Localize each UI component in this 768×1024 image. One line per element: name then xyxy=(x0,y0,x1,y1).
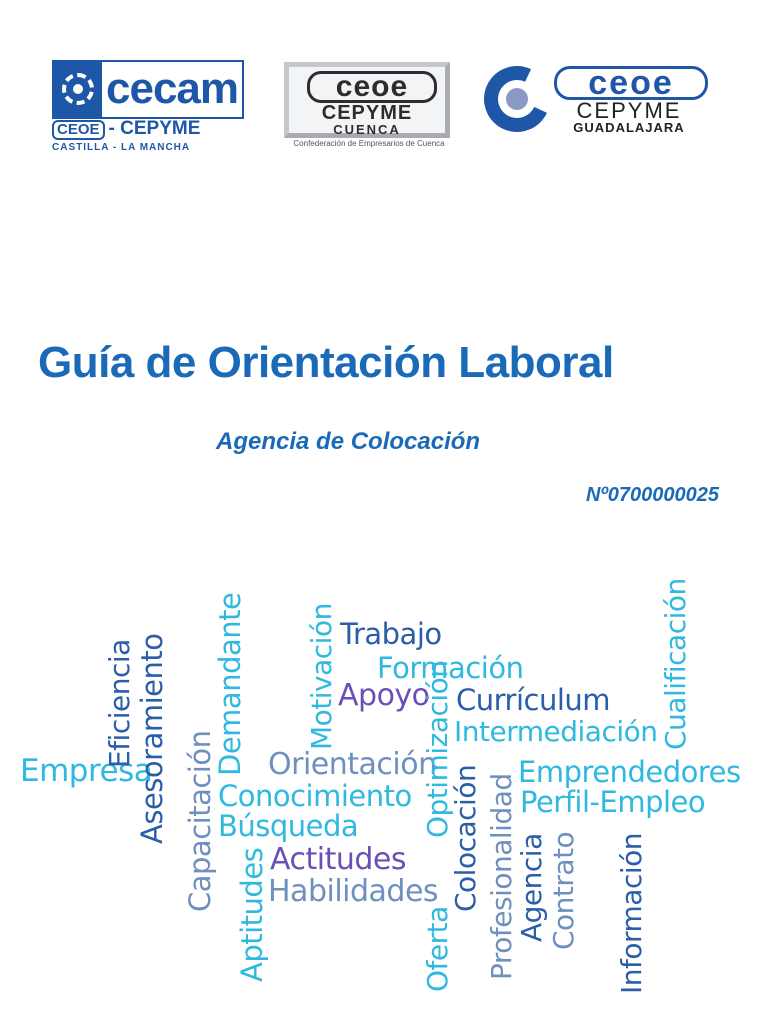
cecam-logo-name: cecam xyxy=(106,64,239,113)
guadalajara-logo-ceoe: ceoe xyxy=(554,66,708,100)
cuenca-logo-tagline: Confederación de Empresarios de Cuenca xyxy=(293,139,445,148)
cecam-emblem-icon xyxy=(54,62,102,117)
document-title: Guía de Orientación Laboral xyxy=(38,338,614,387)
word-oferta: Oferta xyxy=(421,906,454,992)
cuenca-logo-frame xyxy=(284,62,450,138)
word-empresa: Empresa xyxy=(20,753,153,789)
registration-number: Nº0700000025 xyxy=(586,484,719,506)
word-eficiencia: Eficiencia xyxy=(103,639,136,768)
word-actitudes: Actitudes xyxy=(270,842,406,877)
guadalajara-logo-cepyme: CEPYME xyxy=(576,98,682,123)
word-aptitudes: Aptitudes xyxy=(235,847,269,982)
cecam-logo-subline xyxy=(52,118,200,140)
cecam-logo-region: CASTILLA - LA MANCHA xyxy=(52,142,191,153)
cuenca-logo-city: CUENCA xyxy=(333,122,401,137)
word-emprendedores: Emprendedores xyxy=(518,755,741,789)
word-cloud xyxy=(0,550,768,1024)
word-capacitacion: Capacitación xyxy=(183,730,217,912)
word-busqueda: Búsqueda xyxy=(218,809,359,843)
cecam-logo-cepyme: - CEPYME xyxy=(108,118,201,139)
word-colocacion: Colocación xyxy=(449,764,482,912)
word-apoyo: Apoyo xyxy=(338,678,430,713)
cuenca-logo-ceoe: ceoe xyxy=(307,71,437,103)
word-profesionalidad: Profesionalidad xyxy=(485,773,518,980)
word-demandante: Demandante xyxy=(213,592,247,776)
cuenca-logo-cepyme: CEPYME xyxy=(321,102,413,124)
guadalajara-logo-dot-icon xyxy=(506,88,528,110)
word-habilidades: Habilidades xyxy=(268,874,439,909)
word-orientacion: Orientación xyxy=(268,747,437,782)
word-curriculum: Currículum xyxy=(456,683,611,717)
word-motivacion: Motivación xyxy=(305,603,338,750)
word-cualificacion: Cualificación xyxy=(659,578,692,750)
word-informacion: Información xyxy=(615,833,648,994)
cecam-logo-ceoe-mark: CEOE xyxy=(52,120,105,140)
word-contrato: Contrato xyxy=(547,831,580,950)
word-perfil-empleo: Perfil-Empleo xyxy=(520,785,706,819)
word-formacion: Formación xyxy=(377,651,524,685)
word-conocimiento: Conocimiento xyxy=(218,779,412,813)
cecam-logo xyxy=(52,60,242,155)
word-intermediacion: Intermediación xyxy=(454,715,658,748)
document-subtitle: Agencia de Colocación xyxy=(216,428,481,455)
word-trabajo: Trabajo xyxy=(340,617,442,651)
ceoe-cepyme-cuenca-logo xyxy=(284,62,452,152)
word-optimizacion: Optimización xyxy=(421,660,454,838)
guadalajara-logo-city: GUADALAJARA xyxy=(573,120,685,135)
cecam-logo-box xyxy=(52,60,244,119)
word-asesoramiento: Asesoramiento xyxy=(135,633,169,844)
word-agencia: Agencia xyxy=(515,833,548,942)
ceoe-cepyme-guadalajara-logo xyxy=(482,60,712,140)
